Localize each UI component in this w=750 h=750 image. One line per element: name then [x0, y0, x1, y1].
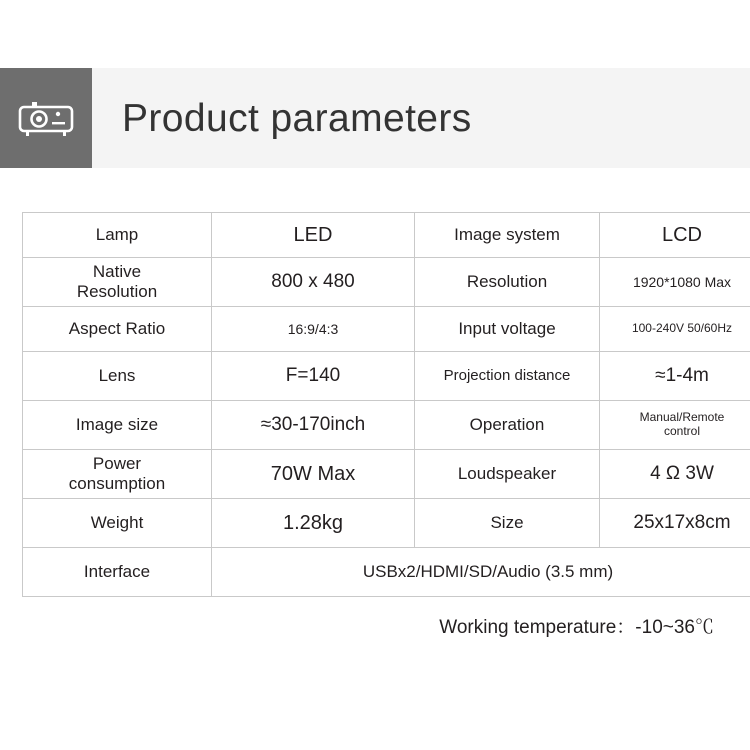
cell-label-operation: Operation [415, 401, 600, 450]
working-temperature-note: Working temperature：-10~36℃ [439, 617, 714, 638]
cell-value-weight: 1.28kg [212, 499, 415, 548]
cell-value-native-resolution: 800 x 480 [212, 258, 415, 307]
table-row [23, 213, 750, 258]
cell-label-image-size: Image size [23, 401, 212, 450]
cell-label-lens: Lens [23, 352, 212, 401]
cell-value-resolution: 1920*1080 Max [600, 258, 750, 307]
cell-value-operation [600, 401, 750, 450]
table-row [23, 307, 750, 352]
cell-label-input-voltage: Input voltage [415, 307, 600, 352]
cell-value-size: 25x17x8cm [600, 499, 750, 548]
cell-label-native-resolution [23, 258, 212, 307]
cell-label-interface: Interface [23, 548, 212, 597]
cell-value-loudspeaker: 4 Ω 3W [600, 450, 750, 499]
native-resolution-line1: Native [92, 262, 142, 282]
cell-label-image-system: Image system [415, 213, 600, 258]
parameters-table-container [22, 212, 733, 597]
cell-value-power-consumption: 70W Max [212, 450, 415, 499]
power-line2: consumption [68, 474, 166, 493]
operation-line1: Manual/Remote [639, 410, 725, 425]
native-resolution-line2: Resolution [76, 282, 158, 301]
cell-label-size: Size [415, 499, 600, 548]
cell-label-projection-distance: Projection distance [415, 352, 600, 401]
cell-value-lens: F=140 [212, 352, 415, 401]
cell-label-aspect-ratio: Aspect Ratio [23, 307, 212, 352]
cell-label-lamp: Lamp [23, 213, 212, 258]
table-row [23, 352, 750, 401]
cell-value-lamp: LED [212, 213, 415, 258]
parameters-table [22, 212, 750, 597]
cell-label-resolution: Resolution [415, 258, 600, 307]
cell-value-image-system: LCD [600, 213, 750, 258]
table-row [23, 548, 750, 597]
power-line1: Power [92, 454, 142, 474]
cell-value-image-size: ≈30-170inch [212, 401, 415, 450]
projector-icon [0, 68, 92, 168]
table-row [23, 258, 750, 307]
cell-label-loudspeaker: Loudspeaker [415, 450, 600, 499]
cell-value-interface: USBx2/HDMI/SD/Audio (3.5 mm) [212, 548, 750, 597]
operation-line2: control [663, 424, 701, 438]
header-banner [0, 68, 750, 168]
cell-value-aspect-ratio: 16:9/4:3 [212, 307, 415, 352]
header-title-container [92, 68, 750, 168]
cell-value-input-voltage: 100-240V 50/60Hz [600, 307, 750, 352]
cell-label-power-consumption [23, 450, 212, 499]
table-row [23, 401, 750, 450]
cell-value-projection-distance: ≈1-4m [600, 352, 750, 401]
table-row [23, 499, 750, 548]
cell-label-weight: Weight [23, 499, 212, 548]
page-title: Product parameters [122, 96, 472, 140]
table-row [23, 450, 750, 499]
